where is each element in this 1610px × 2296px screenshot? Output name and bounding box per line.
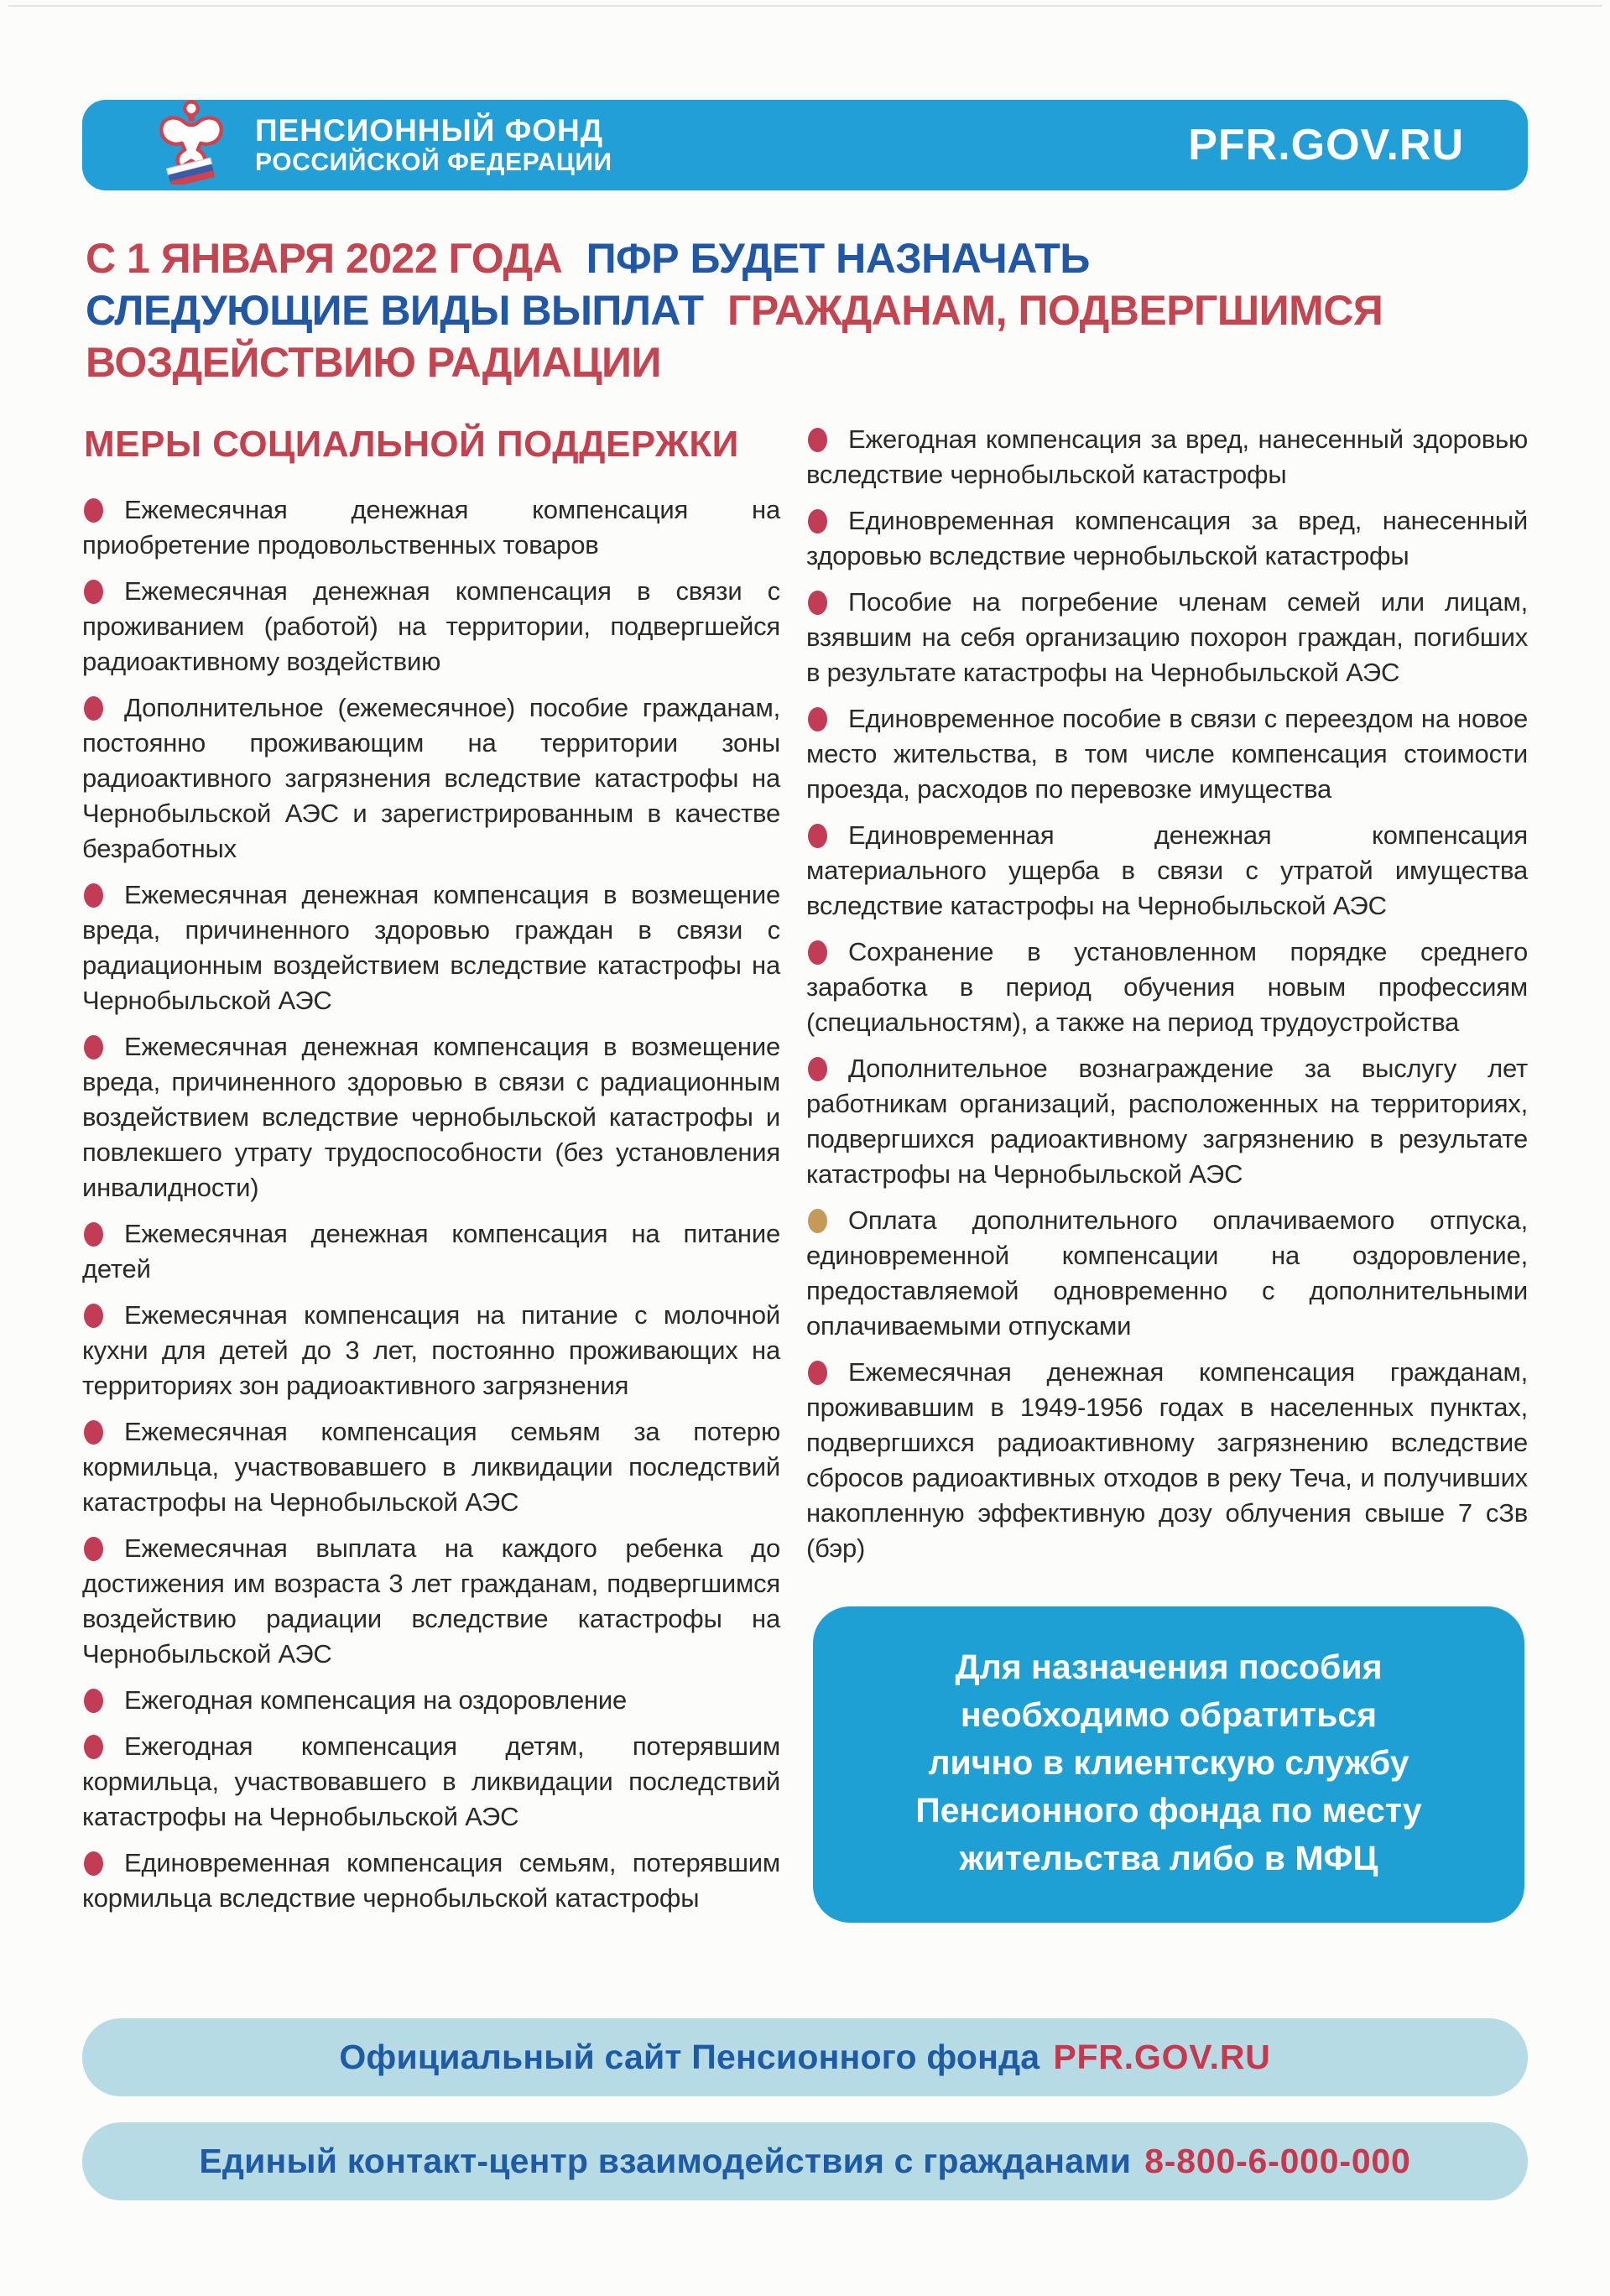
list-item-text: Ежегодная компенсация за вред, нанесенный здоровью вследствие чернобыльской катастрофы xyxy=(806,424,1528,489)
list-item xyxy=(806,701,1528,807)
title-line2-red: ГРАЖДАНАМ, ПОДВЕРГШИМСЯ xyxy=(727,287,1383,334)
site-banner xyxy=(82,2018,1528,2096)
list-item xyxy=(82,690,780,867)
list-item xyxy=(806,422,1528,492)
notice-line: жительства либо в МФЦ xyxy=(959,1839,1378,1877)
list-item-text: Ежемесячная денежная компенсация на питание детей xyxy=(82,1219,780,1283)
list-item-text: Дополнительное (ежемесячное) пособие гражданам, постоянно проживающим на территории зоны радиоактивного загрязнения вследствие катастрофы на Чернобыльской АЭС и зарегистрированным в качестве безработных xyxy=(82,693,780,863)
list-item xyxy=(82,1531,780,1672)
bullet-icon xyxy=(808,1361,827,1385)
list-item-text: Дополнительное вознаграждение за выслугу лет работникам организаций, расположенных на территориях, подвергшихся радиоактивному загрязнению в результате катастрофы на Чернобыльской АЭС xyxy=(806,1054,1528,1189)
notice-line: Пенсионного фонда по месту xyxy=(915,1791,1422,1830)
list-item-text: Ежемесячная денежная компенсация в связи с проживанием (работой) на территории, подвергшейся радиоактивному воздействию xyxy=(82,576,780,676)
list-item-text: Ежемесячная денежная компенсация в возмещение вреда, причиненного здоровью в связи с радиационным воздействием вследствие чернобыльской катастрофы и повлекшего утрату трудоспособности (без установления инвалидности) xyxy=(82,1032,780,1202)
title-line1-blue: ПФР БУДЕТ НАЗНАЧАТЬ xyxy=(586,235,1090,282)
list-item xyxy=(806,1051,1528,1192)
bullet-icon xyxy=(84,1537,103,1561)
bullet-icon xyxy=(84,1420,103,1445)
list-item-text: Ежегодная компенсация детям, потерявшим кормильца, участвовавшего в ликвидации последствий катастрофы на Чернобыльской АЭС xyxy=(82,1731,780,1831)
site-url: PFR.GOV.RU xyxy=(1188,121,1464,169)
bullet-icon xyxy=(84,1304,103,1328)
bullet-icon xyxy=(808,591,827,615)
bullet-icon xyxy=(808,428,827,452)
list-item-text: Единовременная денежная компенсация материального ущерба в связи с утратой имущества вследствие катастрофы на Чернобыльской АЭС xyxy=(806,820,1528,920)
scan-edge-line xyxy=(8,5,1602,7)
list-item xyxy=(82,1298,780,1403)
list-item xyxy=(82,1729,780,1835)
header-banner xyxy=(82,100,1528,190)
list-item-text: Оплата дополнительного оплачиваемого отпуска, единовременной компенсации на оздоровление, предоставляемой одновременно с дополнительными оплачиваемыми отпусками xyxy=(806,1205,1528,1341)
list-item-text: Единовременная компенсация за вред, нанесенный здоровью вследствие чернобыльской катастрофы xyxy=(806,506,1528,570)
list-item-text: Единовременное пособие в связи с переездом на новое место жительства, в том числе компенсация стоимости проезда, расходов по перевозке имущества xyxy=(806,704,1528,804)
site-banner-url: PFR.GOV.RU xyxy=(1053,2038,1271,2076)
contact-banner-label: Единый контакт-центр взаимодействия с гражданами xyxy=(199,2142,1132,2180)
bullet-icon xyxy=(808,707,827,731)
site-banner-label: Официальный сайт Пенсионного фонда xyxy=(339,2038,1040,2076)
title-line1-red: С 1 ЯНВАРЯ 2022 ГОДА xyxy=(86,235,563,282)
bullet-icon xyxy=(808,1057,827,1081)
notice-line: лично в клиентскую службу xyxy=(928,1743,1409,1782)
bullet-icon xyxy=(84,1222,103,1247)
list-item-text: Ежемесячная компенсация на питание с молочной кухни для детей до 3 лет, постоянно проживающих на территориях зон радиоактивного загрязнения xyxy=(82,1300,780,1400)
right-column xyxy=(806,422,1528,1927)
benefits-list-left xyxy=(82,492,780,1916)
pfr-logo-icon xyxy=(154,99,228,189)
bullet-icon xyxy=(808,824,827,848)
list-item xyxy=(82,1414,780,1520)
bullet-icon xyxy=(84,1689,103,1713)
list-item-text: Ежемесячная денежная компенсация в возмещение вреда, причиненного здоровью граждан в связи с радиационным воздействием вследствие катастрофы на Чернобыльской АЭС xyxy=(82,880,780,1015)
list-item xyxy=(82,574,780,679)
bullet-icon xyxy=(84,1035,103,1059)
bullet-icon xyxy=(808,1209,827,1233)
org-name-line2: РОССИЙСКОЙ ФЕДЕРАЦИИ xyxy=(255,148,612,176)
benefits-list-right xyxy=(806,422,1528,1566)
list-item xyxy=(82,492,780,563)
bullet-icon xyxy=(84,1735,103,1759)
page-title xyxy=(86,232,1528,388)
list-item xyxy=(806,503,1528,574)
bullet-icon xyxy=(84,883,103,908)
title-line3-red: ВОЗДЕЙСТВИЮ РАДИАЦИИ xyxy=(86,339,661,386)
list-item xyxy=(806,1355,1528,1566)
contact-banner xyxy=(82,2122,1528,2200)
list-item-text: Сохранение в установленном порядке среднего заработка в период обучения новым профессиям (специальностям), а также на период трудоустройства xyxy=(806,937,1528,1037)
columns xyxy=(82,422,1528,1927)
list-item-text: Ежемесячная выплата на каждого ребенка до достижения им возраста 3 лет гражданам, подвергшимся воздействию радиации вследствие катастрофы на Чернобыльской АЭС xyxy=(82,1533,780,1669)
list-item xyxy=(806,935,1528,1040)
list-item xyxy=(806,818,1528,924)
org-name xyxy=(255,113,612,176)
bullet-icon xyxy=(84,696,103,721)
list-item-text: Единовременная компенсация семьям, потерявшим кормильца вследствие чернобыльской катастрофы xyxy=(82,1848,780,1913)
bullet-icon xyxy=(808,509,827,534)
list-item xyxy=(82,1846,780,1916)
list-item xyxy=(82,1029,780,1205)
list-item xyxy=(82,1216,780,1287)
list-item-text: Пособие на погребение членам семей или лицам, взявшим на себя организацию похорон граждан, погибших в результате катастрофы на Чернобыльской АЭС xyxy=(806,587,1528,687)
list-item-text: Ежемесячная компенсация семьям за потерю кормильца, участвовавшего в ликвидации последствий катастрофы на Чернобыльской АЭС xyxy=(82,1417,780,1517)
bullet-icon xyxy=(808,940,827,965)
notice-line: Для назначения пособия xyxy=(955,1648,1383,1686)
list-item xyxy=(806,1203,1528,1344)
bullet-icon xyxy=(84,580,103,604)
list-item-text: Ежемесячная денежная компенсация на приобретение продовольственных товаров xyxy=(82,495,780,560)
org-name-line1: ПЕНСИОННЫЙ ФОНД xyxy=(255,113,604,148)
title-line-1 xyxy=(86,232,1528,284)
list-item-text: Ежемесячная денежная компенсация гражданам, проживавшим в 1949-1956 годах в населенных пунктах, подвергшихся радиоактивному загрязнению вследствие сбросов радиоактивных отходов в реку Теча, и получивших накопленную эффективную дозу облучения свыше 7 сЗв (бэр) xyxy=(806,1357,1528,1563)
list-item xyxy=(806,585,1528,690)
list-item xyxy=(82,877,780,1018)
bullet-icon xyxy=(84,498,103,523)
poster-content xyxy=(0,100,1610,1927)
phone-number: 8-800-6-000-000 xyxy=(1144,2142,1411,2180)
left-column xyxy=(82,422,780,1927)
bullet-icon xyxy=(84,1851,103,1876)
notice-line: необходимо обратиться xyxy=(960,1695,1378,1734)
title-line-3 xyxy=(86,336,1528,388)
title-line-2 xyxy=(86,284,1528,336)
notice-box xyxy=(813,1606,1524,1923)
title-line2-blue: СЛЕДУЮЩИЕ ВИДЫ ВЫПЛАТ xyxy=(86,287,704,334)
support-measures-heading: МЕРЫ СОЦИАЛЬНОЙ ПОДДЕРЖКИ xyxy=(84,424,739,465)
list-item xyxy=(82,1683,780,1718)
list-item-text: Ежегодная компенсация на оздоровление xyxy=(124,1685,628,1715)
